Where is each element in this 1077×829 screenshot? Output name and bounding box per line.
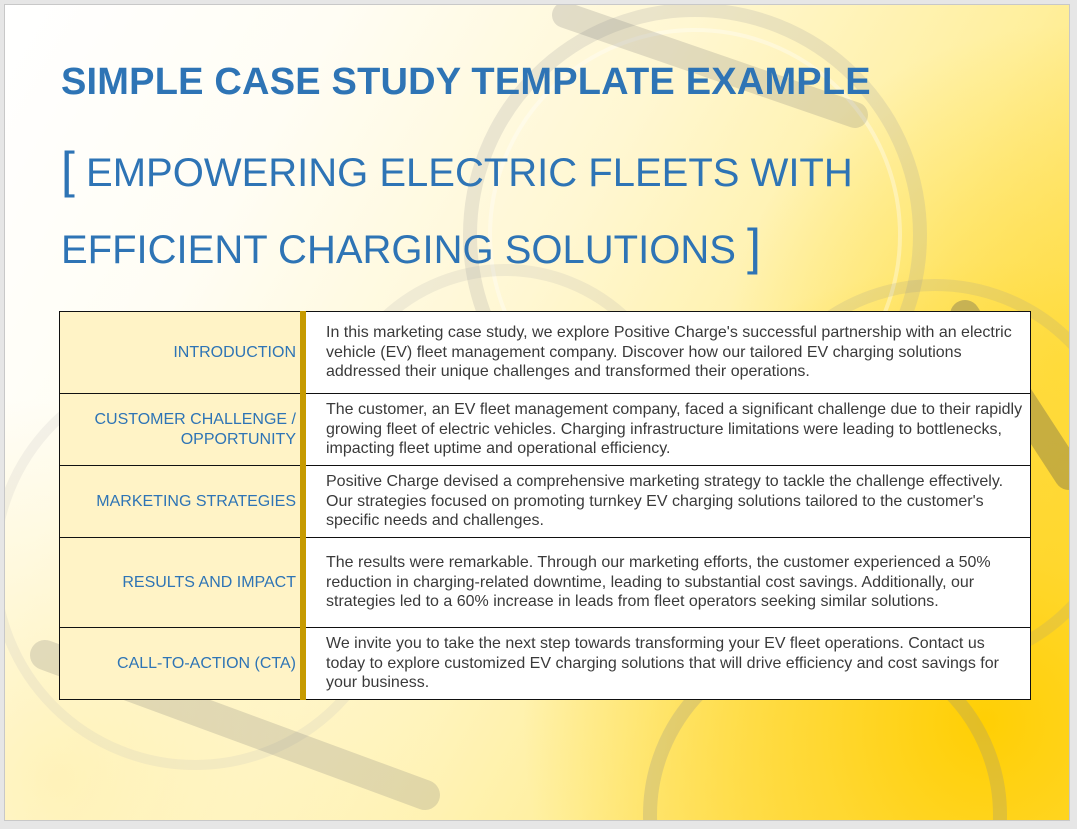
table-row: [60, 628, 1031, 700]
row-label: RESULTS AND IMPACT: [60, 538, 304, 628]
document-page: [4, 4, 1070, 821]
table-row: [60, 394, 1031, 466]
row-text: We invite you to take the next step towards transforming your EV fleet operations. Contact us today to explore customized EV charging solutions that will drive efficiency and cost savings for your business.: [303, 628, 1031, 700]
subtitle-open-bracket: [: [61, 142, 75, 198]
subtitle-close-bracket: ]: [747, 219, 761, 275]
row-text: The results were remarkable. Through our marketing efforts, the customer experienced a 50% reduction in charging-related downtime, leading to substantial cost savings. Additionally, our strategies led to a 60% increase in leads from fleet operators seeking similar solutions.: [303, 538, 1031, 628]
row-label: CUSTOMER CHALLENGE / OPPORTUNITY: [60, 394, 304, 466]
row-label: CALL-TO-ACTION (CTA): [60, 628, 304, 700]
table-row: [60, 538, 1031, 628]
page-title: SIMPLE CASE STUDY TEMPLATE EXAMPLE: [61, 61, 871, 103]
page-subtitle: [61, 133, 961, 287]
subtitle-line-2: EFFICIENT CHARGING SOLUTIONS: [61, 228, 736, 272]
table-row: [60, 312, 1031, 394]
row-text: In this marketing case study, we explore Positive Charge's successful partnership with an electric vehicle (EV) fleet management company. Discover how our tailored EV charging solutions addressed their unique challenges and transformed their operations.: [303, 312, 1031, 394]
row-text: Positive Charge devised a comprehensive marketing strategy to tackle the challenge effectively. Our strategies focused on promoting turnkey EV charging solutions tailored to the customer's specific needs and challenges.: [303, 466, 1031, 538]
table-row: [60, 466, 1031, 538]
row-label: INTRODUCTION: [60, 312, 304, 394]
row-text: The customer, an EV fleet management company, faced a significant challenge due to their rapidly growing fleet of electric vehicles. Charging infrastructure limitations were leading to bottlenecks, impacting fleet uptime and operational efficiency.: [303, 394, 1031, 466]
subtitle-line-1: EMPOWERING ELECTRIC FLEETS WITH: [86, 151, 853, 195]
row-label: MARKETING STRATEGIES: [60, 466, 304, 538]
case-study-table: [59, 311, 1031, 700]
